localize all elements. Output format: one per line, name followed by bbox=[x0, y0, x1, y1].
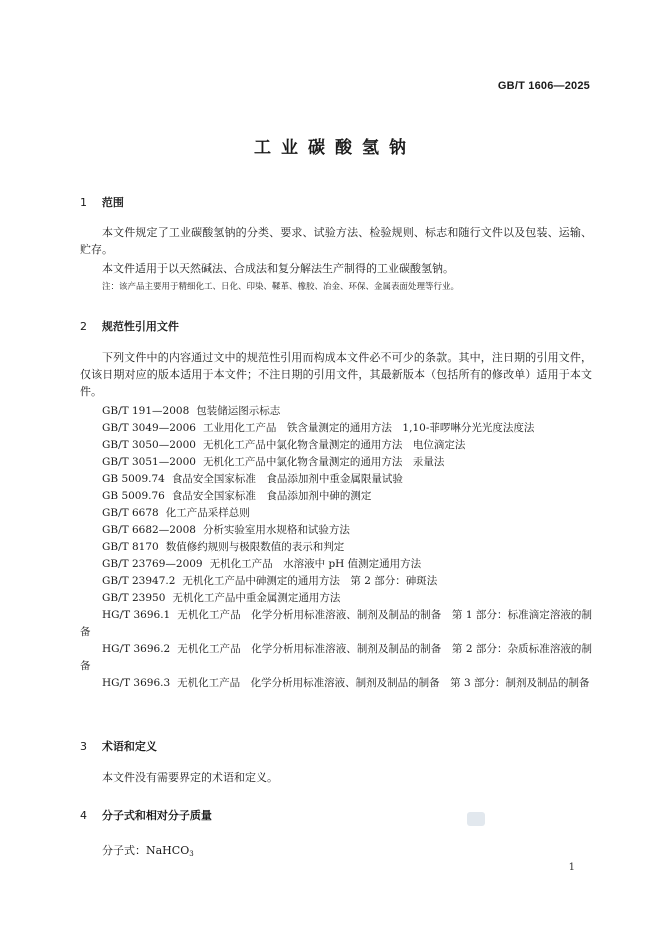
reference-title: 无机化工产品中氯化物含量测定的通用方法 汞量法 bbox=[202, 456, 445, 468]
terms-paragraph: 本文件没有需要界定的术语和定义。 bbox=[102, 771, 278, 784]
references-intro: 下列文件中的内容通过文中的规范性引用而构成本文件必不可少的条款。其中，注日期的引用文件，仅该日期对应的版本适用于本文件；不注日期的引用文件，其最新版本（包括所有的修改单）适用于本文件。 bbox=[80, 351, 592, 398]
reference-title: 无机化工产品 化学分析用标准溶液、制剂及制品的制备 第 1 部分：标准滴定溶液的制备 bbox=[80, 609, 592, 638]
reference-item bbox=[80, 607, 592, 641]
reference-code: GB/T 23769—2009 bbox=[102, 558, 203, 570]
reference-title: 无机化工产品 化学分析用标准溶液、制剂及制品的制备 第 2 部分：杂质标准溶液的制备 bbox=[80, 643, 592, 672]
reference-title: 数值修约规则与极限数值的表示和判定 bbox=[165, 541, 345, 553]
section-2-heading bbox=[80, 318, 179, 334]
reference-title: 无机化工产品 化学分析用标准溶液、制剂及制品的制备 第 3 部分：制剂及制品的制备 bbox=[177, 677, 590, 689]
watermark-logo bbox=[467, 812, 485, 826]
reference-item bbox=[80, 420, 592, 437]
formula-label: 分子式：NaHCO bbox=[102, 844, 190, 857]
reference-code: GB/T 23950 bbox=[102, 592, 166, 604]
reference-item bbox=[80, 505, 592, 522]
section-4-heading bbox=[80, 807, 212, 823]
section-3-heading bbox=[80, 738, 157, 754]
reference-title: 无机化工产品 水溶液中 pH 值测定通用方法 bbox=[209, 558, 422, 570]
reference-item bbox=[80, 556, 592, 573]
reference-item bbox=[80, 675, 592, 692]
section-1-heading bbox=[80, 194, 124, 210]
reference-title: 无机化工产品中氯化物含量测定的通用方法 电位滴定法 bbox=[202, 439, 466, 451]
scope-applicability: 本文件适用于以天然碱法、合成法和复分解法生产制得的工业碳酸氢钠。 bbox=[102, 262, 454, 275]
molecular-formula bbox=[80, 842, 592, 863]
formula-subscript: 3 bbox=[189, 850, 194, 858]
reference-item bbox=[80, 403, 592, 420]
reference-title: 工业用化工产品 铁含量测定的通用方法 1,10-菲啰啉分光光度法度法 bbox=[202, 422, 535, 434]
reference-item bbox=[80, 471, 592, 488]
section-number: 3 bbox=[80, 740, 87, 753]
reference-code: GB/T 8170 bbox=[102, 541, 159, 553]
section-title: 范围 bbox=[101, 196, 124, 209]
reference-code: GB/T 3049—2006 bbox=[102, 422, 196, 434]
reference-title: 无机化工产品中砷测定的通用方法 第 2 部分：砷斑法 bbox=[182, 575, 438, 587]
standard-code: GB/T 1606—2025 bbox=[497, 80, 590, 92]
reference-item bbox=[80, 539, 592, 556]
reference-item bbox=[80, 590, 592, 607]
reference-list bbox=[80, 403, 592, 692]
reference-item bbox=[80, 488, 592, 505]
reference-title: 食品安全国家标准 食品添加剂中重金属限量试验 bbox=[171, 473, 403, 485]
section-title: 规范性引用文件 bbox=[101, 320, 179, 333]
reference-item bbox=[80, 573, 592, 590]
reference-title: 无机化工产品中重金属测定通用方法 bbox=[172, 592, 341, 604]
reference-code: GB 5009.74 bbox=[102, 473, 165, 485]
reference-code: GB/T 191—2008 bbox=[102, 405, 190, 417]
reference-code: HG/T 3696.1 bbox=[102, 609, 171, 621]
document-title: 工业碳酸氢钠 bbox=[254, 138, 416, 158]
reference-code: GB/T 3051—2000 bbox=[102, 456, 196, 468]
reference-item bbox=[80, 437, 592, 454]
reference-title: 化工产品采样总则 bbox=[165, 507, 250, 519]
reference-item bbox=[80, 641, 592, 675]
section-title: 术语和定义 bbox=[101, 740, 157, 753]
reference-title: 分析实验室用水规格和试验方法 bbox=[202, 524, 350, 536]
section-number: 1 bbox=[80, 196, 87, 209]
section-title: 分子式和相对分子质量 bbox=[101, 809, 212, 822]
reference-item bbox=[80, 522, 592, 539]
reference-title: 食品安全国家标准 食品添加剂中砷的测定 bbox=[171, 490, 372, 502]
reference-title: 包装储运图示标志 bbox=[196, 405, 281, 417]
reference-code: GB 5009.76 bbox=[102, 490, 165, 502]
page-number: 1 bbox=[568, 862, 575, 873]
scope-paragraph: 本文件规定了工业碳酸氢钠的分类、要求、试验方法、检验规则、标志和随行文件以及包装、运输、贮存。 bbox=[80, 226, 592, 256]
section-number: 4 bbox=[80, 809, 87, 822]
reference-code: HG/T 3696.2 bbox=[102, 643, 171, 655]
reference-code: HG/T 3696.3 bbox=[102, 677, 171, 689]
reference-item bbox=[80, 454, 592, 471]
reference-code: GB/T 23947.2 bbox=[102, 575, 176, 587]
section-number: 2 bbox=[80, 320, 87, 333]
reference-code: GB/T 6678 bbox=[102, 507, 159, 519]
reference-code: GB/T 3050—2000 bbox=[102, 439, 196, 451]
scope-note: 注：该产品主要用于精细化工、日化、印染、鞣革、橡胶、冶金、环保、金属表面处理等行业。 bbox=[102, 282, 460, 292]
reference-code: GB/T 6682—2008 bbox=[102, 524, 196, 536]
